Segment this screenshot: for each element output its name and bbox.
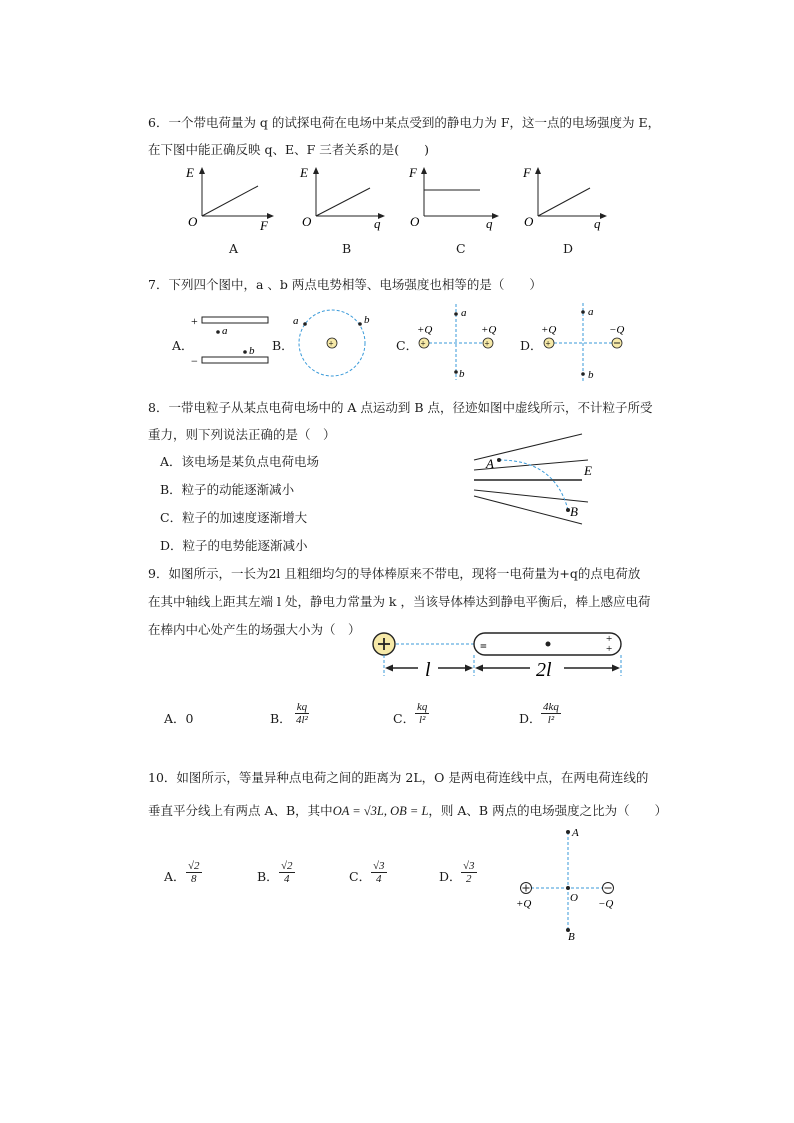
- q9-option-a[interactable]: A．0: [164, 711, 194, 726]
- q7-a-plus: +: [191, 314, 198, 328]
- q8-option-b[interactable]: B．粒子的动能逐渐减小: [160, 482, 295, 497]
- q10-b-numerator: √2: [281, 860, 293, 872]
- q10-option-a[interactable]: A．: [164, 869, 186, 884]
- q7-option-b[interactable]: B．: [272, 338, 294, 353]
- q10-d-denominator: 2: [466, 873, 472, 885]
- q7-option-c[interactable]: C．: [396, 338, 419, 353]
- q6-a-origin: O: [188, 214, 198, 229]
- q7-option-a[interactable]: A．: [172, 338, 194, 353]
- q7-c-left-charge: +Q: [417, 324, 433, 336]
- q9-rod-figure: [368, 626, 630, 680]
- q7-option-d[interactable]: D．: [520, 338, 543, 353]
- q10-stem-line1: 10．如图所示，等量异种点电荷之间的距离为 2L，O 是两电荷连线中点，在两电荷连线的: [148, 770, 649, 785]
- q6-graph-c-label: C: [456, 241, 466, 256]
- q7-a-pt-a: a: [222, 325, 228, 337]
- q7-a-pt-b: b: [249, 345, 255, 357]
- q6-graph-c: [408, 166, 503, 236]
- q8-fig-b: B: [570, 504, 578, 519]
- q10-option-b-fraction: [279, 860, 295, 885]
- q9-d-numerator: 4kq: [543, 701, 559, 713]
- q9-fig-l: l: [425, 659, 431, 681]
- q10-option-c[interactable]: C．: [349, 869, 372, 884]
- q10-stem-line2: [148, 801, 667, 819]
- q9-option-b[interactable]: B．: [270, 711, 292, 726]
- q10-option-d[interactable]: D．: [439, 869, 462, 884]
- q6-b-origin: O: [302, 214, 312, 229]
- q6-d-origin: O: [524, 214, 534, 229]
- q9-stem-line1: 9．如图所示，一长为2l 且粗细均匀的导体棒原来不带电，现将一电荷量为+q的点电荷放: [148, 566, 641, 581]
- svg-text:+: +: [606, 643, 613, 655]
- q7-c-pt-b: b: [459, 368, 465, 380]
- q8-stem-line1: 8．一带电粒子从某点电荷电场中的 A 点运动到 B 点，径迹如图中虚线所示，不计粒子所受: [148, 400, 653, 415]
- q6-c-xaxis: q: [486, 216, 493, 231]
- q10-fig-plus: +Q: [516, 898, 532, 910]
- q10-c-numerator: √3: [373, 860, 385, 872]
- q9-stem-line2: 在其中轴线上距其左端 l 处，静电力常量为 k ，当该导体棒达到静电平衡后，棒上感应电荷: [148, 594, 651, 609]
- q7-stem: 7．下列四个图中，a 、b 两点电势相等、电场强度也相等的是（ ）: [148, 277, 542, 292]
- q7-fig-a: [188, 312, 273, 367]
- q10-fig-minus: −Q: [598, 898, 614, 910]
- q10-charges-figure: [510, 826, 630, 944]
- q7-b-pt-a: a: [293, 315, 299, 327]
- svg-text:+: +: [606, 633, 613, 645]
- q6-a-yaxis: E: [186, 165, 194, 180]
- q6-graph-b: [300, 166, 390, 236]
- q6-graph-a: [186, 166, 276, 236]
- q9-b-denominator: 4l²: [296, 714, 308, 726]
- q10-d-numerator: √3: [463, 860, 475, 872]
- svg-text:+: +: [545, 338, 551, 349]
- q6-stem-line1: 6．一个带电荷量为 q 的试探电荷在电场中某点受到的静电力为 F，这一点的电场强度为 E，: [148, 115, 661, 130]
- q7-d-pt-a: a: [588, 306, 594, 318]
- q6-graph-b-label: B: [342, 241, 352, 256]
- q9-b-numerator: kq: [296, 701, 308, 713]
- q6-b-yaxis: E: [300, 165, 308, 180]
- svg-text:=: =: [480, 639, 487, 653]
- q7-d-right-charge: −Q: [609, 324, 625, 336]
- q7-c-right-charge: +Q: [481, 324, 497, 336]
- q7-a-minus: −: [191, 354, 198, 368]
- svg-text:+: +: [328, 338, 334, 349]
- q10-b-denominator: 4: [284, 873, 290, 885]
- q10-option-c-fraction: [371, 860, 387, 885]
- q9-option-c-fraction: [415, 701, 429, 726]
- q7-fig-b: [286, 306, 376, 381]
- q9-c-numerator: kq: [417, 701, 428, 713]
- q10-a-denominator: 8: [191, 873, 197, 885]
- q9-d-denominator: l²: [547, 714, 555, 726]
- q7-d-pt-b: b: [588, 369, 594, 381]
- q9-c-denominator: l²: [419, 714, 426, 726]
- q9-option-b-fraction: [294, 701, 310, 726]
- q6-d-yaxis: F: [523, 165, 531, 180]
- q10-option-d-fraction: [461, 860, 477, 885]
- q8-fig-e: E: [584, 463, 592, 478]
- svg-text:+: +: [484, 338, 490, 349]
- q8-option-c[interactable]: C．粒子的加速度逐渐增大: [160, 510, 308, 525]
- q9-option-d-fraction: [541, 701, 561, 726]
- q8-stem-line2: 重力，则下列说法正确的是（ ）: [148, 427, 336, 442]
- q7-d-left-charge: +Q: [541, 324, 557, 336]
- q6-c-yaxis: F: [409, 165, 417, 180]
- q6-a-xaxis: F: [260, 218, 268, 233]
- q9-stem-line3: 在棒内中心处产生的场强大小为（ ）: [148, 622, 361, 637]
- q6-stem-line2: 在下图中能正确反映 q、E、F 三者关系的是( ): [148, 142, 430, 157]
- q10-c-denominator: 4: [376, 873, 382, 885]
- q8-option-a[interactable]: A．该电场是某负点电荷电场: [160, 454, 320, 469]
- q9-fig-2l: 2l: [536, 659, 552, 681]
- q7-c-pt-a: a: [461, 307, 467, 319]
- q10-stem-line2a: 垂直平分线上有两点 A、B，其中: [148, 803, 333, 818]
- q10-fig-o: O: [570, 892, 578, 904]
- q7-b-pt-b: b: [364, 314, 370, 326]
- q10-option-b[interactable]: B．: [257, 869, 279, 884]
- q10-option-a-fraction: [186, 860, 202, 885]
- q10-a-numerator: √2: [188, 860, 200, 872]
- q6-graph-d: [522, 166, 612, 236]
- q10-fig-b: B: [568, 931, 575, 943]
- q8-field-figure: [470, 430, 610, 530]
- q6-graph-a-label: A: [229, 241, 239, 256]
- q7-fig-d: [538, 302, 633, 384]
- q10-stem-line2b: ，则 A、B 两点的电场强度之比为（ ）: [428, 803, 668, 818]
- q10-stem-math: OA = √3L, OB = L: [332, 804, 429, 818]
- q8-fig-a: A: [486, 456, 494, 471]
- q6-d-xaxis: q: [594, 216, 601, 231]
- svg-text:+: +: [420, 338, 426, 349]
- q7-fig-c: [414, 302, 504, 382]
- q10-fig-a: A: [572, 827, 579, 839]
- q6-b-xaxis: q: [374, 216, 381, 231]
- q6-c-origin: O: [410, 214, 420, 229]
- q9-option-d[interactable]: D．: [519, 711, 542, 726]
- q9-option-c[interactable]: C．: [393, 711, 416, 726]
- q8-option-d[interactable]: D．粒子的电势能逐渐减小: [160, 538, 308, 553]
- q6-graph-d-label: D: [563, 241, 574, 256]
